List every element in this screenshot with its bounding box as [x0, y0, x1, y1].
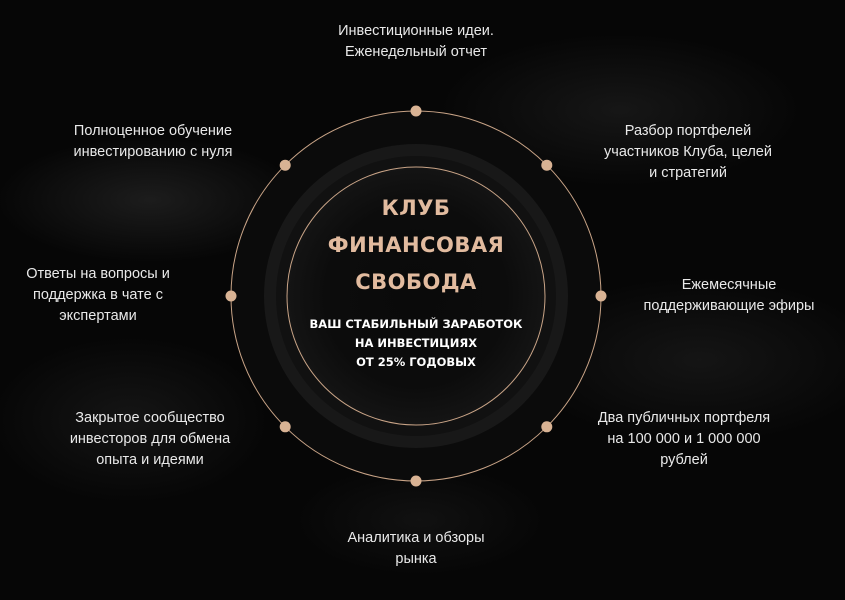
feature-monthly-streams	[629, 275, 829, 317]
tagline-line: ОТ 25% ГОДОВЫХ	[356, 355, 476, 369]
tagline-line: ВАШ СТАБИЛЬНЫЙ ЗАРАБОТОК	[309, 317, 523, 331]
feature-weekly-ideas	[306, 21, 526, 63]
ring-dot	[411, 476, 422, 487]
feature-line: Полноценное обучение	[73, 123, 233, 139]
feature-line: инвестированию с нуля	[73, 144, 233, 160]
feature-line: поддержка в чате с	[33, 287, 163, 303]
tagline	[286, 315, 546, 372]
ring-dot	[541, 160, 552, 171]
ring-dot	[280, 421, 291, 432]
club-title-line: СВОБОДА	[355, 270, 477, 294]
feature-line: инвесторов для обмена	[69, 431, 231, 447]
feature-line: опыта и идеями	[96, 452, 204, 468]
ring-dot	[541, 421, 552, 432]
feature-line: Ответы на вопросы и	[26, 266, 170, 282]
club-title-line: КЛУБ	[381, 196, 451, 220]
feature-public-portfolios	[584, 408, 784, 471]
feature-full-training	[48, 121, 258, 163]
feature-expert-chat	[0, 264, 196, 327]
feature-market-analytics	[306, 528, 526, 570]
feature-line: Инвестиционные идеи.	[338, 23, 494, 39]
feature-line: экспертами	[59, 308, 137, 324]
feature-line: Аналитика и обзоры	[347, 530, 485, 546]
center-block	[286, 190, 546, 372]
feature-line: рублей	[660, 452, 708, 468]
feature-line: поддерживающие эфиры	[643, 298, 815, 314]
feature-line: Еженедельный отчет	[345, 44, 487, 60]
feature-line: на 100 000 и 1 000 000	[607, 431, 761, 447]
ring-dot	[226, 291, 237, 302]
feature-line: участников Клуба, целей	[604, 144, 772, 160]
ring-dot	[411, 106, 422, 117]
tagline-line: НА ИНВЕСТИЦИЯХ	[354, 336, 478, 350]
feature-line: и стратегий	[649, 165, 727, 181]
ring-dot	[596, 291, 607, 302]
feature-line: Два публичных портфеля	[597, 410, 771, 426]
club-title	[286, 190, 546, 301]
feature-line: рынка	[395, 551, 437, 567]
feature-line: Разбор портфелей	[624, 123, 752, 139]
feature-line: Ежемесячные	[681, 277, 777, 293]
club-title-line: ФИНАНСОВАЯ	[327, 233, 505, 257]
feature-line: Закрытое сообщество	[75, 410, 225, 426]
ring-dot	[280, 160, 291, 171]
feature-private-community	[50, 408, 250, 471]
feature-portfolio-review	[578, 121, 798, 184]
